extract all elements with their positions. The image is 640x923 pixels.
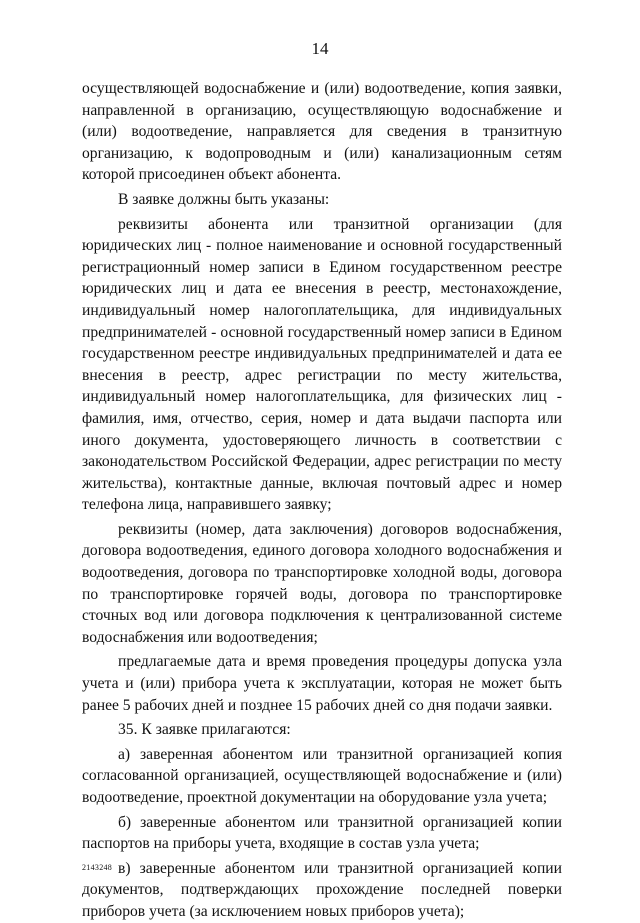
paragraph-clause-35: 35. К заявке прилагаются: — [118, 721, 291, 739]
paragraph-contract-details: реквизиты (номер, дата заключения) договоров водоснабжения, договора водоотведения, единого договора холодного водоснабжения и водоотведения, договора по транспортировке холодной воды, договора по транспортировке горячей воды, договора по транспортировке сточных вод или договора подключения к централизованной системе водоснабжения или водоотведения; — [82, 520, 562, 646]
paragraph-item-a: а) заверенная абонентом или транзитной организацией копия согласованной организацией, осуществляющей водоснабжение и (или) водоотведение, проектной документации на оборудование узла учета; — [82, 745, 562, 806]
paragraph-continuation: осуществляющей водоснабжение и (или) водоотведение, копия заявки, направленной в организацию, осуществляющую водоснабжение и (или) водоотведение, направляется для сведения в транзитную организацию, к водопроводным и (или) канализационным сетям которой присоединен объект абонента. — [82, 80, 562, 184]
paragraph-requirements-intro: В заявке должны быть указаны: — [118, 190, 330, 208]
page-number: 14 — [311, 39, 329, 58]
paragraph-item-v: в) заверенные абонентом или транзитной организацией копии документов, подтверждающих прохождение последней поверки приборов учета (за исключением новых приборов учета); — [82, 859, 562, 920]
document-body — [82, 78, 562, 923]
document-code: 2143248 — [82, 863, 113, 872]
paragraph-applicant-details: реквизиты абонента или транзитной организации (для юридических лиц - полное наименование и основной государственный регистрационный номер записи в Едином государственном реестре юридических лиц и дата ее внесения в реестр, местонахождение, индивидуальный номер налогоплательщика, для индивидуальных предпринимателей - основной государственный номер записи в Едином государственном реестре индивидуальных предпринимателей и дата ее внесения в реестр, адрес регистрации по месту жительства, индивидуальный номер налогоплательщика, для физических лиц - фамилия, имя, отчество, серия, номер и дата выдачи паспорта или иного документа, удостоверяющего личность в соответствии с законодательством Российской Федерации, адрес регистрации по месту жительства), контактные данные, включая почтовый адрес и номер телефона лица, направившего заявку; — [82, 215, 562, 514]
paragraph-proposed-date: предлагаемые дата и время проведения процедуры допуска узла учета и (или) прибора учета к эксплуатации, которая не может быть ранее 5 рабочих дней и позднее 15 рабочих дней со дня подачи заявки. — [82, 653, 562, 714]
paragraph-item-b: б) заверенные абонентом или транзитной организацией копии паспортов на приборы учета, входящие в состав узла учета; — [82, 813, 562, 853]
